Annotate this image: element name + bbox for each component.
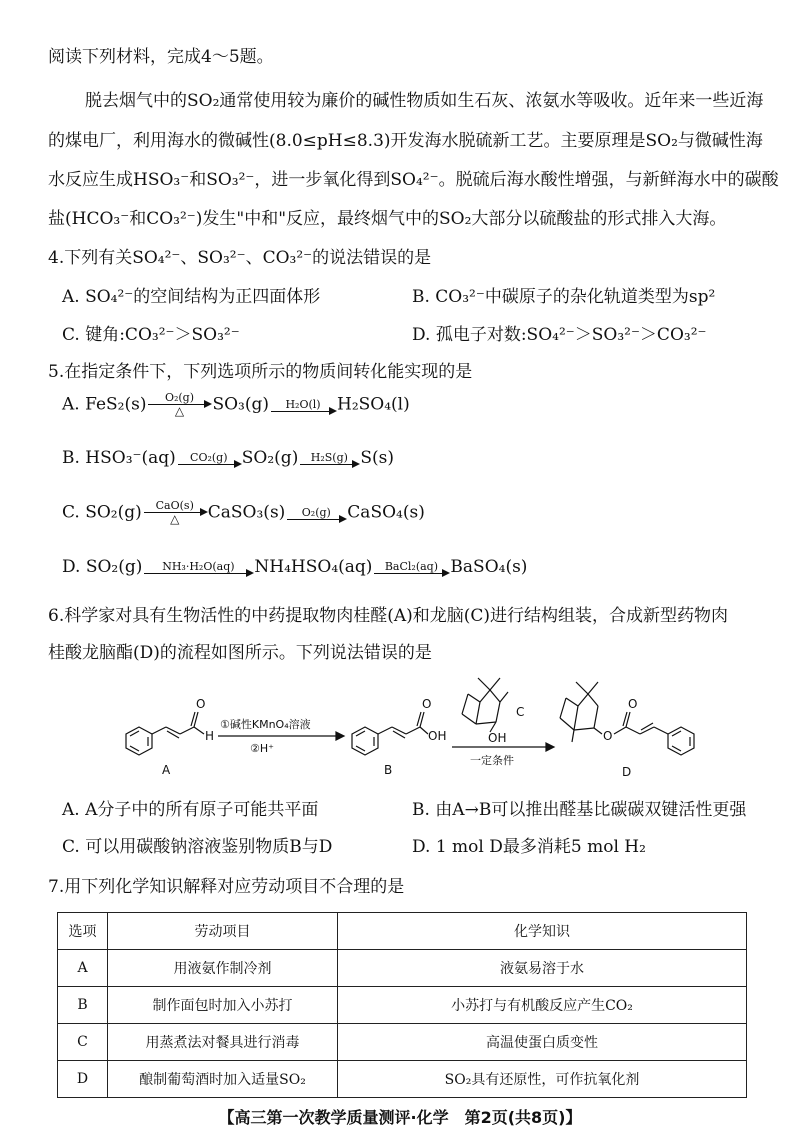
molecule-c [462,678,524,745]
atom-o: O [603,729,613,743]
condition-3: 一定条件 [470,754,514,767]
condition-1: ①碱性KMnO₄溶液 [220,718,311,731]
atom-o: O [196,697,206,711]
q6-option-b: B. 由A→B可以推出醛基比碳碳双键活性更强 [412,800,747,820]
product: S(s) [360,448,394,468]
q4-stem: 4.下列有关SO₄²⁻、SO₃²⁻、CO₃²⁻的说法错误的是 [48,248,432,268]
q6-stem-line-2: 桂酸龙脑酯(D)的流程如图所示。下列说法错误的是 [48,643,432,663]
reaction-arrow: H₂S(g) [300,452,358,465]
intermediate: SO₂(g) [241,448,299,468]
q6-stem-line-1: 6.科学家对具有生物活性的中药提取物肉桂醛(A)和龙脑(C)进行结构组装，合成新型药物肉 [48,606,729,626]
label-a: A [162,763,171,777]
passage-line-2: 的煤电厂，利用海水的微碱性(8.0≤pH≤8.3)开发海水脱硫新工艺。主要原理是SO₂与微碱性海 [48,131,763,151]
reaction-arrow: NH₃·H₂O(aq) [144,561,252,574]
table-cell: 小苏打与有机酸反应产生CO₂ [338,987,747,1024]
table-cell: 液氨易溶于水 [338,950,747,987]
reactant: C. SO₂(g) [62,502,142,523]
reaction-arrow: O₂(g) △ [148,392,210,418]
table-cell: 用液氨作制冷剂 [108,950,338,987]
reactant: A. FeS₂(s) [62,394,147,415]
table-cell: 制作面包时加入小苏打 [108,987,338,1024]
passage-line-1: 脱去烟气中的SO₂通常使用较为廉价的碱性物质如生石灰、浓氨水等吸收。近年来一些近海 [85,91,764,111]
q5-stem: 5.在指定条件下，下列选项所示的物质间转化能实现的是 [48,362,473,382]
atom-oh: OH [428,729,447,743]
arrow-a-to-b [218,717,344,755]
table-header-cell: 化学知识 [338,913,747,950]
table-cell: C [58,1024,108,1061]
q6-option-c: C. 可以用碳酸钠溶液鉴别物质B与D [62,837,333,857]
synthesis-scheme [0,672,800,782]
q5-option-b [62,448,394,468]
reaction-arrow: O₂(g) [287,507,345,520]
table-row [58,1024,747,1061]
reactant: B. HSO₃⁻(aq) [62,448,176,468]
table-cell: A [58,950,108,987]
reaction-arrow: CO₂(g) [178,452,240,465]
table-header-row [58,913,747,950]
condition-2: ②H⁺ [250,742,274,755]
table-header-cell: 选项 [58,913,108,950]
table-header-cell: 劳动项目 [108,913,338,950]
product: BaSO₄(s) [450,557,528,577]
q5-option-a [62,392,410,418]
intermediate: CaSO₃(s) [207,502,286,523]
table-cell: 酿制葡萄酒时加入适量SO₂ [108,1061,338,1098]
table-cell: 用蒸煮法对餐具进行消毒 [108,1024,338,1061]
q4-option-d: D. 孤电子对数:SO₄²⁻＞SO₃²⁻＞CO₃²⁻ [412,325,707,345]
atom-oh: OH [488,731,507,745]
q4-option-c: C. 键角:CO₃²⁻＞SO₃²⁻ [62,325,240,345]
q5-option-d [62,557,527,577]
intermediate: NH₄HSO₄(aq) [254,557,373,577]
molecule-a [126,697,214,777]
reactant: D. SO₂(g) [62,557,143,577]
atom-h: H [205,729,215,743]
table-row [58,987,747,1024]
label-b: B [384,763,393,777]
molecule-d [560,682,694,779]
intro-text: 阅读下列材料，完成4～5题。 [48,47,274,67]
reaction-arrow: BaCl₂(aq) [374,561,448,574]
table-cell: B [58,987,108,1024]
q6-option-a: A. A分子中的所有原子可能共平面 [62,800,319,820]
q6-option-d: D. 1 mol D最多消耗5 mol H₂ [412,837,646,857]
product: H₂SO₄(l) [337,394,410,415]
atom-o: O [628,697,638,711]
label-d: D [622,765,632,779]
passage-line-3: 水反应生成HSO₃⁻和SO₃²⁻，进一步氧化得到SO₄²⁻。脱硫后海水酸性增强，与新鲜海水中的碳酸 [48,170,779,190]
q4-option-b: B. CO₃²⁻中碳原子的杂化轨道类型为sp² [412,287,716,307]
passage-line-4: 盐(HCO₃⁻和CO₃²⁻)发生"中和"反应，最终烟气中的SO₂大部分以硫酸盐的形式排入大海。 [48,209,727,229]
arrow-b-to-d [452,743,554,767]
atom-o: O [422,697,432,711]
reaction-arrow: H₂O(l) [271,399,335,412]
intermediate: SO₃(g) [212,394,270,415]
q7-table [57,912,747,1098]
product: CaSO₄(s) [347,502,425,523]
q4-option-a: A. SO₄²⁻的空间结构为正四面体形 [62,287,321,307]
reaction-arrow: CaO(s) △ [144,500,206,526]
page-footer: 【高三第一次教学质量测评·化学 第2页(共8页)】 [218,1108,582,1127]
table-cell: D [58,1061,108,1098]
table-row [58,1061,747,1098]
table-cell: 高温使蛋白质变性 [338,1024,747,1061]
molecule-b [352,697,446,777]
table-row [58,950,747,987]
label-c: C [516,705,525,719]
table-cell: SO₂具有还原性，可作抗氧化剂 [338,1061,747,1098]
q7-stem: 7.用下列化学知识解释对应劳动项目不合理的是 [48,877,405,897]
q5-option-c [62,500,425,526]
